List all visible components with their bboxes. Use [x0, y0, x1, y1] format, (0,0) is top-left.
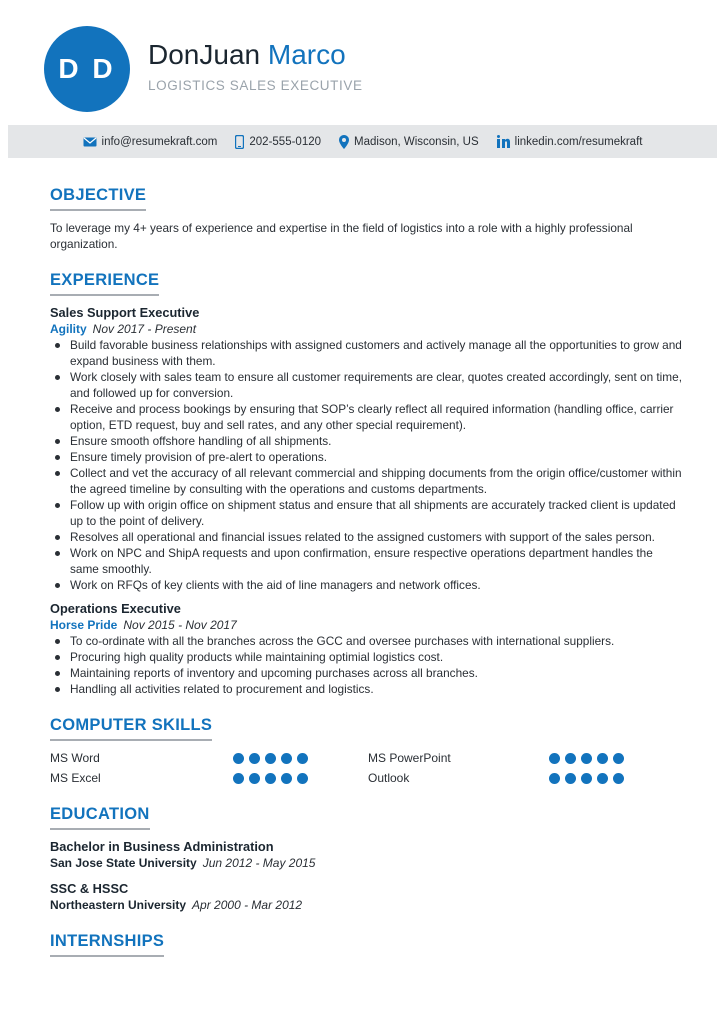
skill-rating: [549, 773, 624, 784]
email-text: info@resumekraft.com: [101, 135, 218, 148]
skill-rating: [549, 753, 624, 764]
rating-dot: [233, 773, 244, 784]
rating-dot: [233, 753, 244, 764]
degree: Bachelor in Business Administration: [50, 839, 274, 854]
skill-name: Outlook: [368, 771, 410, 785]
school-line: [50, 855, 684, 871]
skill-item: [50, 750, 368, 766]
skills-section: [50, 715, 684, 786]
section-title: OBJECTIVE: [50, 185, 146, 211]
contact-email[interactable]: [83, 136, 218, 148]
list-item: Ensure timely provision of pre-alert to operations.: [50, 449, 684, 465]
edu-dates: Jun 2012 - May 2015: [202, 856, 316, 870]
objective-section: [50, 185, 684, 252]
list-item: Work closely with sales team to ensure all customer requirements are clear, quotes created accordingly, sent on time, and followed up for conversion.: [50, 369, 684, 401]
linkedin-icon: [497, 135, 510, 148]
job-role: LOGISTICS SALES EXECUTIVE: [148, 78, 363, 93]
last-name: Marco: [267, 39, 346, 70]
phone-text: 202-555-0120: [249, 135, 322, 148]
job-dates: Nov 2017 - Present: [92, 322, 197, 336]
rating-dot: [297, 753, 308, 764]
experience-section: [50, 270, 684, 697]
list-item: Maintaining reports of inventory and upcoming purchases across all branches.: [50, 665, 684, 681]
rating-dot: [581, 773, 592, 784]
list-item: Resolves all operational and financial issues related to the assigned customers with support of the sales person.: [50, 529, 684, 545]
section-title: EXPERIENCE: [50, 270, 159, 296]
first-name: DonJuan: [148, 39, 261, 70]
skills-grid: [50, 750, 684, 786]
degree: SSC & HSSC: [50, 881, 129, 896]
envelope-icon: [83, 137, 97, 147]
skill-item: [368, 750, 684, 766]
skill-rating: [233, 753, 308, 764]
list-item: Work on NPC and ShipA requests and upon confirmation, ensure respective operations department handles the same smoothly.: [50, 545, 684, 577]
map-pin-icon: [339, 135, 349, 149]
linkedin-text: linkedin.com/resumekraft: [514, 135, 643, 148]
company-name: Agility: [50, 322, 87, 336]
school-line: [50, 897, 684, 913]
initials-avatar: D D: [44, 26, 130, 112]
rating-dot: [597, 753, 608, 764]
rating-dot: [613, 753, 624, 764]
section-title: COMPUTER SKILLS: [50, 715, 212, 741]
contact-phone[interactable]: [235, 135, 321, 149]
internships-section: [50, 931, 684, 966]
job-entry: [50, 305, 684, 593]
skill-name: MS Word: [50, 751, 100, 765]
resume-body: [50, 185, 684, 984]
rating-dot: [249, 773, 260, 784]
objective-text: To leverage my 4+ years of experience and expertise in the field of logistics into a role with a highly professional organization.: [50, 221, 633, 251]
list-item: Receive and process bookings by ensuring that SOP’s clearly reflect all required information (handling office, carrier option, ETD request, buy and sell rates, and any other special requirement).: [50, 401, 684, 433]
list-item: Ensure smooth offshore handling of all shipments.: [50, 433, 684, 449]
company-line: [50, 617, 684, 633]
list-item: Procuring high quality products while maintaining optimial logistics cost.: [50, 649, 684, 665]
contact-bar: [8, 125, 717, 158]
rating-dot: [249, 753, 260, 764]
skill-item: [50, 770, 368, 786]
job-bullets: [50, 633, 684, 697]
rating-dot: [281, 753, 292, 764]
contact-linkedin[interactable]: [497, 135, 643, 148]
list-item: Build favorable business relationships with assigned customers and actively manage all the opportunities to grow and expand business with them.: [50, 337, 684, 369]
phone-icon: [235, 135, 244, 149]
job-bullets: [50, 337, 684, 593]
company-name: Horse Pride: [50, 618, 118, 632]
section-title: EDUCATION: [50, 804, 150, 830]
list-item: Work on RFQs of key clients with the aid of line managers and network offices.: [50, 577, 684, 593]
section-title: INTERNSHIPS: [50, 931, 164, 957]
rating-dot: [265, 753, 276, 764]
contact-location: [339, 135, 479, 149]
list-item: Follow up with origin office on shipment status and ensure that all shipments are accurately tracked client is updated up to the point of delivery.: [50, 497, 684, 529]
list-item: Handling all activities related to procurement and logistics.: [50, 681, 684, 697]
school-name: Northeastern University: [50, 898, 187, 912]
location-text: Madison, Wisconsin, US: [354, 135, 479, 148]
skill-item: [368, 770, 684, 786]
company-line: [50, 321, 684, 337]
rating-dot: [565, 753, 576, 764]
education-section: [50, 804, 684, 913]
rating-dot: [549, 773, 560, 784]
job-title: Operations Executive: [50, 601, 181, 616]
candidate-name: [148, 38, 346, 72]
job-entry: [50, 601, 684, 697]
rating-dot: [597, 773, 608, 784]
skill-name: MS Excel: [50, 771, 101, 785]
school-name: San Jose State University: [50, 856, 197, 870]
education-entry: [50, 881, 684, 913]
rating-dot: [581, 753, 592, 764]
list-item: Collect and vet the accuracy of all relevant commercial and shipping documents from the origin office/customer within the agreed timeline by consulting with the operations and customs departments.: [50, 465, 684, 497]
edu-dates: Apr 2000 - Mar 2012: [192, 898, 303, 912]
rating-dot: [281, 773, 292, 784]
rating-dot: [565, 773, 576, 784]
job-dates: Nov 2015 - Nov 2017: [123, 618, 237, 632]
skill-rating: [233, 773, 308, 784]
rating-dot: [549, 753, 560, 764]
education-entry: [50, 839, 684, 871]
list-item: To co-ordinate with all the branches across the GCC and oversee purchases with international suppliers.: [50, 633, 684, 649]
job-title: Sales Support Executive: [50, 305, 200, 320]
rating-dot: [297, 773, 308, 784]
skill-name: MS PowerPoint: [368, 751, 451, 765]
rating-dot: [613, 773, 624, 784]
rating-dot: [265, 773, 276, 784]
